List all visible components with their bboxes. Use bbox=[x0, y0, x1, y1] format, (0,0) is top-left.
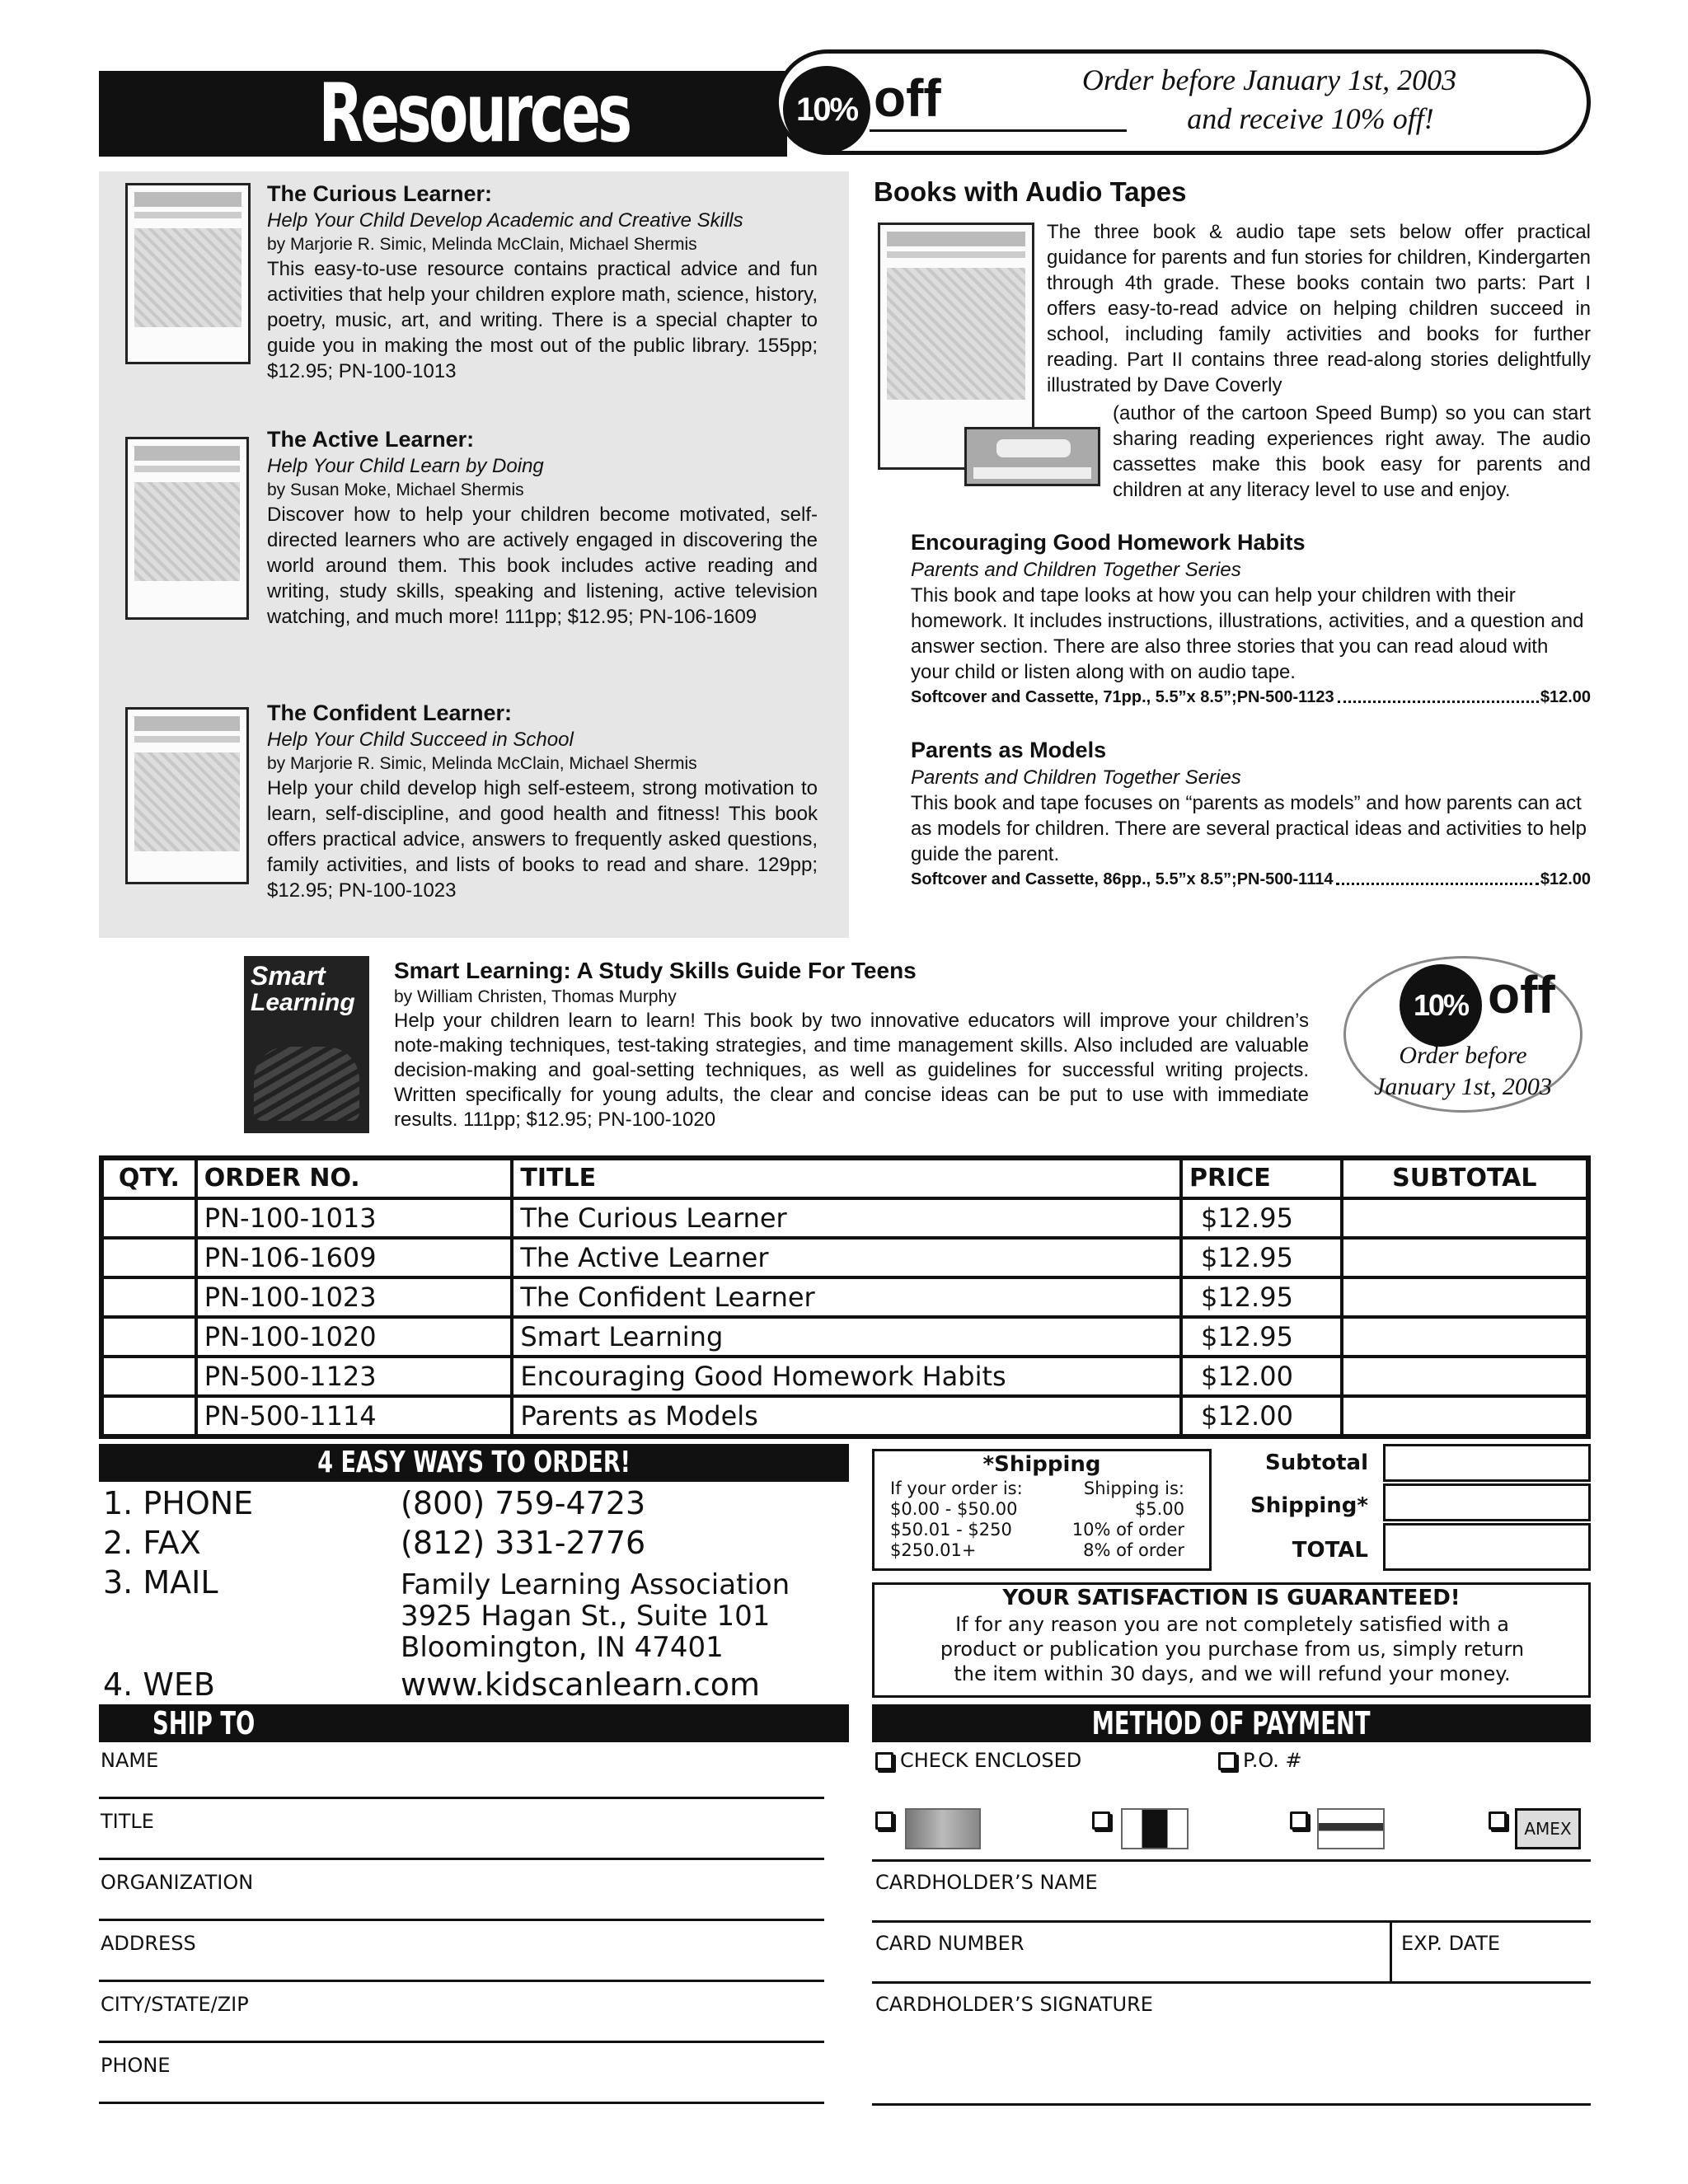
book-confident-learner bbox=[267, 699, 818, 903]
subtotal-cell[interactable] bbox=[1342, 1198, 1588, 1238]
qty-cell[interactable] bbox=[101, 1357, 196, 1396]
col-price: PRICE bbox=[1181, 1158, 1342, 1198]
book-subtitle: Help Your Child Develop Academic and Creative Skills bbox=[267, 209, 743, 232]
spec-text: Softcover and Cassette, 86pp., 5.5”x 8.5”;PN-500-1114 bbox=[911, 870, 1334, 888]
mail-address-line3: Bloomington, IN 47401 bbox=[401, 1631, 724, 1664]
shipping-cost: $5.00 bbox=[1134, 1499, 1184, 1519]
price-cell: $12.95 bbox=[1181, 1277, 1342, 1317]
qty-cell[interactable] bbox=[101, 1277, 196, 1317]
discount-off-label: off bbox=[1488, 965, 1555, 1024]
title-cell: Parents as Models bbox=[512, 1396, 1181, 1436]
card-number-label: CARD NUMBER bbox=[875, 1932, 1025, 1955]
book-authors: by Susan Moke, Michael Shermis bbox=[267, 480, 524, 499]
ship-to-name-label: NAME bbox=[101, 1749, 159, 1772]
cassette-tape-image bbox=[964, 427, 1100, 486]
qty-cell[interactable] bbox=[101, 1396, 196, 1436]
qty-cell[interactable] bbox=[101, 1317, 196, 1357]
shipping-col-cost: Shipping is: bbox=[1083, 1479, 1184, 1498]
subtotal-label: Subtotal bbox=[1264, 1451, 1368, 1475]
curious-learner-cover bbox=[125, 183, 251, 364]
cardholder-name-field[interactable] bbox=[872, 1920, 1591, 1923]
order-no-cell: PN-100-1020 bbox=[196, 1317, 513, 1357]
table-row bbox=[101, 1317, 1588, 1357]
discount-note-line1: Order before bbox=[1399, 1042, 1527, 1069]
check-enclosed-label: CHECK ENCLOSED bbox=[900, 1749, 1082, 1772]
book-title: The Confident Learner: bbox=[267, 701, 513, 725]
payment-heading: METHOD OF PAYMENT bbox=[1092, 1705, 1371, 1741]
audio-item-description: This book and tape looks at how you can help your children with their homework. It includes instructions, illustrations, activities, and a question and answer section. There are also three stories that you can read aloud with your child or listen along with on audio tape. bbox=[911, 584, 1584, 683]
ship-to-address-field[interactable] bbox=[99, 1980, 824, 1982]
book-title: The Active Learner: bbox=[267, 427, 475, 452]
book-curious-learner bbox=[267, 180, 818, 384]
page-title: Resources bbox=[318, 67, 630, 161]
audio-item-spec bbox=[911, 867, 1591, 892]
title-cell: The Confident Learner bbox=[512, 1277, 1181, 1317]
smart-learning-cover bbox=[244, 956, 369, 1133]
mail-label: 3. MAIL bbox=[103, 1564, 218, 1601]
ship-to-heading: SHIP TO bbox=[152, 1705, 256, 1741]
ship-to-address-label: ADDRESS bbox=[101, 1932, 196, 1955]
ship-to-bar bbox=[99, 1704, 849, 1742]
shipping-title: *Shipping bbox=[982, 1452, 1101, 1477]
promo-text-line2: and receive 10% off! bbox=[1187, 102, 1434, 135]
signature-field[interactable] bbox=[872, 2103, 1591, 2106]
table-row bbox=[101, 1198, 1588, 1238]
book-title: Smart Learning: A Study Skills Guide For Teens bbox=[394, 958, 917, 983]
discover-checkbox[interactable] bbox=[1290, 1811, 1308, 1830]
shipping-cost: 8% of order bbox=[1083, 1540, 1184, 1560]
phone-number[interactable]: (800) 759-4723 bbox=[401, 1485, 646, 1521]
phone-label: 1. PHONE bbox=[103, 1485, 254, 1521]
promo-text-line1: Order before January 1st, 2003 bbox=[1081, 63, 1457, 96]
title-cell: Encouraging Good Homework Habits bbox=[512, 1357, 1181, 1396]
book-authors: by Marjorie R. Simic, Melinda McClain, Michael Shermis bbox=[267, 754, 697, 773]
col-qty: QTY. bbox=[101, 1158, 196, 1198]
visa-logo-icon bbox=[1121, 1808, 1189, 1849]
mail-address-line2: 3925 Hagan St., Suite 101 bbox=[401, 1600, 771, 1633]
discount-note bbox=[1360, 1040, 1566, 1103]
shipping-input[interactable] bbox=[1383, 1483, 1591, 1521]
title-cell: The Active Learner bbox=[512, 1238, 1181, 1277]
audio-item-title: Parents as Models bbox=[911, 738, 1107, 762]
price-cell: $12.95 bbox=[1181, 1238, 1342, 1277]
po-checkbox[interactable] bbox=[1218, 1752, 1236, 1770]
discount-off-label: off bbox=[874, 68, 941, 128]
order-no-cell: PN-106-1609 bbox=[196, 1238, 513, 1277]
payment-bar bbox=[872, 1704, 1591, 1742]
audio-item-description: This book and tape focuses on “parents as models” and how parents can act as models for children. There are several practical ideas and activities to help guide the parent. bbox=[911, 792, 1587, 865]
mail-address-line1: Family Learning Association bbox=[401, 1568, 790, 1601]
shipping-cost: 10% of order bbox=[1071, 1520, 1184, 1540]
ship-to-title-field[interactable] bbox=[99, 1858, 824, 1860]
book-description: Help your children learn to learn! This book by two innovative educators will improve your children’s note-making techniques, test-taking strategies, and time management skills. Also included are valuable decision-making and goal-setting techniques, as well as guidelines for successful writing projects. Written specifically for young adults, the clear and concise ideas can be put to use with immediate results. 111pp; $12.95; PN-100-1020 bbox=[394, 1010, 1309, 1131]
audio-section-heading: Books with Audio Tapes bbox=[874, 176, 1187, 207]
order-table bbox=[99, 1155, 1591, 1439]
spec-price: $12.00 bbox=[1540, 870, 1591, 888]
ship-to-organization-field[interactable] bbox=[99, 1919, 824, 1921]
web-label: 4. WEB bbox=[103, 1666, 215, 1703]
ship-to-phone-label: PHONE bbox=[101, 2054, 171, 2077]
book-authors: by Marjorie R. Simic, Melinda McClain, Michael Shermis bbox=[267, 235, 697, 254]
audio-item-title: Encouraging Good Homework Habits bbox=[911, 530, 1306, 555]
signature-label: CARDHOLDER’S SIGNATURE bbox=[875, 1993, 1153, 2016]
discount-note-line2: January 1st, 2003 bbox=[1374, 1073, 1552, 1100]
po-label: P.O. # bbox=[1243, 1749, 1302, 1772]
price-cell: $12.00 bbox=[1181, 1357, 1342, 1396]
card-logos-line bbox=[872, 1859, 1591, 1862]
book-subtitle: Help Your Child Succeed in School bbox=[267, 729, 574, 751]
subtotal-cell[interactable] bbox=[1342, 1277, 1588, 1317]
subtotal-cell[interactable] bbox=[1342, 1317, 1588, 1357]
qty-cell[interactable] bbox=[101, 1238, 196, 1277]
mastercard-checkbox[interactable] bbox=[875, 1811, 893, 1830]
order-no-cell: PN-100-1023 bbox=[196, 1277, 513, 1317]
price-cell: $12.00 bbox=[1181, 1396, 1342, 1436]
ship-to-name-field[interactable] bbox=[99, 1797, 824, 1799]
book-active-learner bbox=[267, 425, 818, 630]
amex-checkbox[interactable] bbox=[1489, 1811, 1507, 1830]
guarantee-text: If for any reason you are not completely satisfied with a product or publication you purchase from us, simply return the item within 30 days, and we will refund your money. bbox=[940, 1613, 1525, 1685]
shipping-range: $50.01 - $250 bbox=[890, 1520, 1012, 1540]
col-order-no: ORDER NO. bbox=[196, 1158, 513, 1198]
table-row bbox=[101, 1357, 1588, 1396]
price-cell: $12.95 bbox=[1181, 1317, 1342, 1357]
card-exp-divider bbox=[1390, 1922, 1392, 1981]
total-label: TOTAL bbox=[1292, 1538, 1368, 1563]
visa-checkbox[interactable] bbox=[1092, 1811, 1110, 1830]
spec-text: Softcover and Cassette, 71pp., 5.5”x 8.5”;PN-500-1123 bbox=[911, 688, 1334, 706]
web-address[interactable]: www.kidscanlearn.com bbox=[401, 1666, 761, 1703]
order-no-cell: PN-500-1114 bbox=[196, 1396, 513, 1436]
mastercard-logo-icon bbox=[905, 1808, 981, 1849]
subtotal-input[interactable] bbox=[1383, 1444, 1591, 1482]
audio-item-series: Parents and Children Together Series bbox=[911, 766, 1241, 789]
guarantee-title: YOUR SATISFACTION IS GUARANTEED! bbox=[1002, 1586, 1461, 1610]
qty-cell[interactable] bbox=[101, 1198, 196, 1238]
table-header-row bbox=[101, 1158, 1588, 1198]
ship-to-city-state-zip-label: CITY/STATE/ZIP bbox=[101, 1993, 249, 2016]
subtotal-cell[interactable] bbox=[1342, 1238, 1588, 1277]
discount-badge: 10% bbox=[783, 66, 870, 153]
discover-logo-icon bbox=[1317, 1808, 1385, 1849]
ship-to-title-label: TITLE bbox=[101, 1810, 154, 1833]
col-title: TITLE bbox=[512, 1158, 1181, 1198]
ship-to-city-state-zip-field[interactable] bbox=[99, 2041, 824, 2043]
order-no-cell: PN-100-1013 bbox=[196, 1198, 513, 1238]
book-smart-learning bbox=[394, 956, 1309, 1132]
shipping-range: $0.00 - $50.00 bbox=[890, 1499, 1018, 1519]
confident-learner-cover bbox=[125, 707, 249, 884]
subtotal-cell[interactable] bbox=[1342, 1396, 1588, 1436]
title-cell: Smart Learning bbox=[512, 1317, 1181, 1357]
check-enclosed-checkbox[interactable] bbox=[875, 1752, 893, 1770]
col-subtotal: SUBTOTAL bbox=[1342, 1158, 1588, 1198]
card-number-field[interactable] bbox=[872, 1981, 1591, 1984]
active-learner-cover bbox=[125, 437, 249, 620]
discount-badge: 10% bbox=[1400, 964, 1482, 1047]
book-title: The Curious Learner: bbox=[267, 181, 493, 206]
audio-intro-text-cont: (author of the cartoon Speed Bump) so you can start sharing reading experiences right away. The audio cassettes make this book easy for parents and children at any literacy level to use and enjoy. bbox=[1113, 402, 1591, 501]
audio-item-series: Parents and Children Together Series bbox=[911, 559, 1241, 581]
cover-title-line2: Learning bbox=[251, 989, 355, 1016]
book-description: Help your child develop high self-esteem, strong motivation to learn, self-discipline, and good health and fitness! This book offers practical advice, answers to frequently asked questions, family activities, and lists of books to read and share. 129pp; $12.95; PN-100-1023 bbox=[267, 777, 818, 902]
cardholder-name-label: CARDHOLDER’S NAME bbox=[875, 1871, 1098, 1894]
title-cell: The Curious Learner bbox=[512, 1198, 1181, 1238]
ways-to-order-bar bbox=[99, 1444, 849, 1482]
subtotal-cell[interactable] bbox=[1342, 1357, 1588, 1396]
exp-date-label: EXP. DATE bbox=[1401, 1932, 1501, 1955]
book-subtitle: Help Your Child Learn by Doing bbox=[267, 455, 544, 477]
book-authors: by William Christen, Thomas Murphy bbox=[394, 987, 677, 1006]
audio-item-homework bbox=[911, 527, 1591, 710]
shipping-col-order: If your order is: bbox=[890, 1479, 1023, 1498]
book-description: Discover how to help your children become motivated, self-directed learners who are actively engaged in discovering the world around them. This book includes active reading and writing, study skills, speaking and listening, active television watching, and much more! 111pp; $12.95; PN-106-1609 bbox=[267, 504, 818, 628]
amex-logo-icon: AMEX bbox=[1515, 1808, 1581, 1849]
audio-item-spec bbox=[911, 685, 1591, 710]
book-description: This easy-to-use resource contains practical advice and fun activities that help your children explore math, science, history, poetry, music, art, and writing. There is a special chapter to guide you in making the most out of the public library. 155pp; $12.95; PN-100-1013 bbox=[267, 258, 818, 382]
audio-intro-text: The three book & audio tape sets below offer practical guidance for parents and fun stories for children, Kindergarten through 4th grade. These books contain two parts: Part I offers easy-to-read advice on helping children succeed in school, including family activities and books for further reading. Part II contains three read-along stories delightfully illustrated by Dave Coverly bbox=[1047, 221, 1591, 396]
audio-item-models bbox=[911, 735, 1591, 892]
shipping-total-label: Shipping* bbox=[1250, 1493, 1368, 1518]
ship-to-phone-field[interactable] bbox=[99, 2102, 824, 2104]
table-row bbox=[101, 1238, 1588, 1277]
order-no-cell: PN-500-1123 bbox=[196, 1357, 513, 1396]
table-row bbox=[101, 1277, 1588, 1317]
price-cell: $12.95 bbox=[1181, 1198, 1342, 1238]
total-input[interactable] bbox=[1383, 1523, 1591, 1571]
ways-heading: 4 EASY WAYS TO ORDER! bbox=[317, 1446, 631, 1479]
cover-title-line1: Smart bbox=[251, 961, 326, 991]
spec-price: $12.00 bbox=[1540, 688, 1591, 706]
fax-label: 2. FAX bbox=[103, 1525, 201, 1561]
ship-to-organization-label: ORGANIZATION bbox=[101, 1871, 254, 1894]
table-row bbox=[101, 1396, 1588, 1436]
shipping-range: $250.01+ bbox=[890, 1540, 977, 1560]
fax-number: (812) 331-2776 bbox=[401, 1525, 646, 1561]
